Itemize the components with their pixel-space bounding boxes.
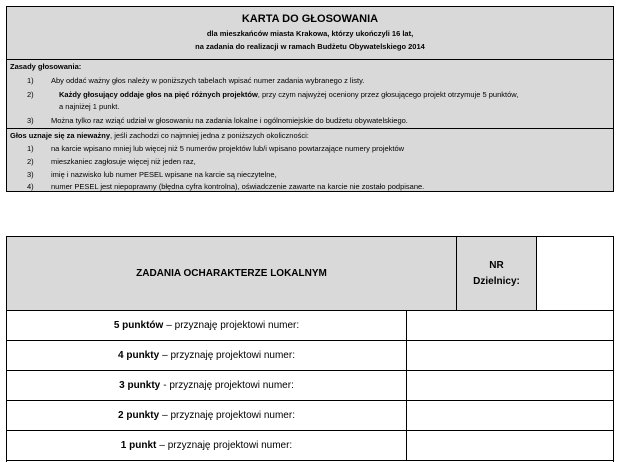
points-text: – przyznaję projektowi numer:: [162, 410, 295, 421]
card-subtitle-line2: na zadania do realizacji w ramach Budżetu Obywatelskiego 2014: [195, 42, 425, 51]
card-header: [7, 7, 613, 60]
table-row: [7, 341, 613, 371]
project-number-field[interactable]: [407, 341, 613, 370]
table-row: [7, 431, 613, 461]
card-subtitle-line1: dla mieszkańców miasta Krakowa, którzy ukończyli 16 lat,: [206, 29, 414, 38]
points-text: - przyznaję projektowi numer:: [163, 380, 294, 391]
rule-number: 2): [27, 90, 34, 99]
rule-text: [59, 90, 518, 99]
project-number-field[interactable]: [407, 401, 613, 430]
condition-text: imię i nazwisko lub numer PESEL wpisane na karcie są nieczytelne,: [51, 170, 277, 179]
voting-instructions-box: [6, 6, 614, 192]
points-value: 5 punktów: [113, 320, 164, 331]
district-number-field[interactable]: [537, 237, 613, 311]
district-label-nr: NR: [489, 259, 504, 271]
points-value: 4 punkty: [118, 350, 160, 361]
points-text: – przyznaję projektowi numer:: [162, 350, 295, 361]
rule-text-bold: Każdy głosujący oddaje głos na pięć różnych projektów: [59, 90, 258, 99]
invalid-title-bold: Głos uznaje się za nieważny: [10, 131, 111, 140]
rule-number: 1): [27, 76, 34, 85]
card-title: KARTA DO GŁOSOWANIA: [241, 13, 379, 25]
project-number-field[interactable]: [407, 371, 613, 400]
rule-text: Aby oddać ważny głos należy w poniższych tabelach wpisać numer zadania wybranego z listy.: [51, 76, 365, 85]
points-text: – przyznaję projektowi numer:: [159, 440, 293, 451]
voting-rules: [7, 59, 613, 129]
condition-text: na karcie wpisano mniej lub więcej niż 5 numerów projektów lub/i wpisano powtarzające numery projektów: [51, 144, 405, 153]
rule-text-rest: , przy czym najwyżej oceniony przez głosującego projekt otrzymuje 5 punktów,: [257, 90, 519, 99]
invalid-title: [10, 131, 309, 140]
condition-number: 1): [27, 144, 34, 153]
district-label-text: Dzielnicy:: [473, 275, 520, 287]
condition-number: 3): [27, 170, 34, 179]
project-number-field[interactable]: [407, 431, 613, 460]
condition-number: 2): [27, 157, 34, 166]
points-value: 3 punkty: [119, 380, 161, 391]
rule-text: Można tylko raz wziąć udział w głosowaniu na zadania lokalne i ogólnomiejskie do budżetu obywatelskiego.: [51, 116, 408, 125]
invalid-vote-conditions: [7, 128, 613, 191]
points-label: [7, 311, 407, 340]
points-text: – przyznaję projektowi numer:: [166, 320, 300, 331]
condition-text: numer PESEL jest niepoprawny (błędna cyfra kontrolna), oświadczenie zawarte na karcie nie zostało podpisane.: [51, 182, 425, 191]
table-row: [7, 371, 613, 401]
invalid-title-rest: , jeśli zachodzi co najmniej jedna z poniższych okoliczności:: [110, 131, 309, 140]
table-heading: ZADANIA OCHARAKTERZE LOKALNYM: [7, 237, 457, 311]
local-tasks-table: [6, 236, 614, 462]
points-label: [7, 431, 407, 460]
points-label: [7, 371, 407, 400]
points-label: [7, 401, 407, 430]
rule-text-continued: a najniżej 1 punkt.: [59, 102, 120, 111]
points-value: 1 punkt: [120, 440, 157, 451]
rules-title: Zasady głosowania:: [10, 62, 82, 71]
project-number-field[interactable]: [407, 311, 613, 340]
points-label: [7, 341, 407, 370]
rule-number: 3): [27, 116, 34, 125]
points-value: 2 punkty: [118, 410, 160, 421]
table-row: [7, 311, 613, 341]
condition-number: 4): [27, 182, 34, 191]
condition-text: mieszkaniec zagłosuje więcej niż jeden raz,: [51, 157, 196, 166]
district-number-label: [457, 237, 537, 311]
table-row: [7, 401, 613, 431]
